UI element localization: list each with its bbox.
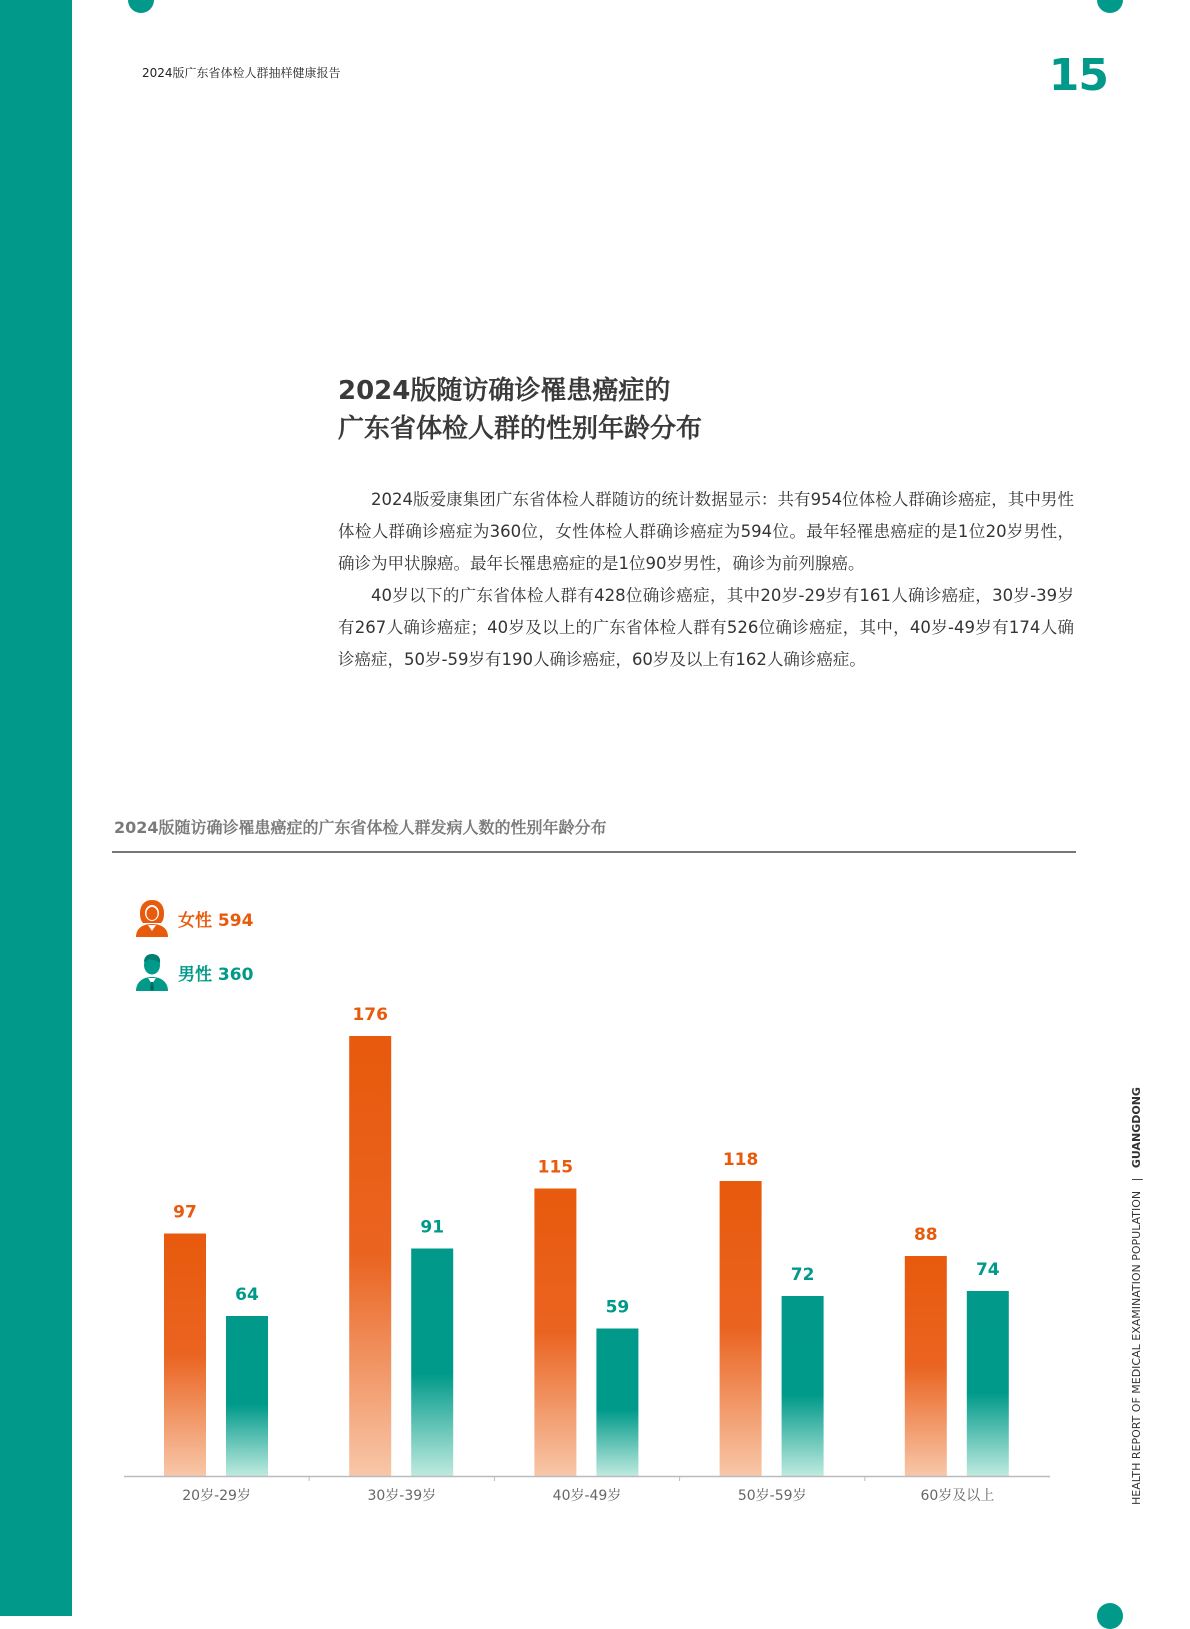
x-tick-label-0: 20岁-29岁 — [182, 1488, 251, 1504]
section-title-line-1: 2024版随访确诊罹患癌症的 — [338, 376, 671, 406]
x-tick-label-2: 40岁-49岁 — [552, 1488, 622, 1504]
side-caption-left: HEALTH REPORT OF MEDICAL EXAMINATION POPULATION — [1130, 1190, 1143, 1505]
data-label-male-4: 74 — [975, 1260, 1000, 1280]
data-label-female-2: 115 — [537, 1157, 574, 1178]
legend-female-label: 女性 594 — [178, 910, 254, 931]
data-label-male-0: 64 — [235, 1285, 259, 1305]
bar-female-4 — [905, 1256, 947, 1476]
data-label-male-3: 72 — [790, 1265, 815, 1285]
bar-male-4 — [967, 1291, 1009, 1476]
data-label-female-1: 176 — [352, 1005, 388, 1025]
bar-male-0 — [226, 1316, 268, 1476]
x-tick-label-3: 50岁-59岁 — [737, 1488, 807, 1504]
data-label-male-1: 91 — [420, 1217, 445, 1238]
data-label-female-3: 118 — [722, 1150, 759, 1170]
section-title-line-2: 广东省体检人群的性别年龄分布 — [338, 414, 703, 444]
side-caption-right: GUANGDONG — [1130, 1087, 1143, 1169]
bar-male-2 — [596, 1329, 638, 1477]
bar-male-3 — [782, 1296, 824, 1476]
legend-male-label: 男性 360 — [178, 964, 254, 985]
x-tick-label-1: 30岁-39岁 — [367, 1488, 437, 1504]
data-label-female-4: 88 — [913, 1225, 938, 1245]
bar-female-0 — [164, 1234, 206, 1477]
paragraph-2: 40岁以下的广东省体检人群有428位确诊癌症，其中20岁-29岁有161人确诊癌症，30岁-39岁有267人确诊癌症；40岁及以上的广东省体检人群有526位确诊癌症，其中，40岁-49岁有174人确诊癌症，50岁-59岁有190人确诊癌症，60岁及以上有162人确诊癌症。 — [338, 586, 1074, 669]
data-label-female-0: 97 — [173, 1202, 197, 1223]
bar-male-1 — [411, 1249, 453, 1477]
side-caption-separator: | — [1130, 1177, 1143, 1182]
bar-female-2 — [534, 1189, 576, 1477]
paragraph-1: 2024版爱康集团广东省体检人群随访的统计数据显示：共有954位体检人群确诊癌症，其中男性体检人群确诊癌症为360位，女性体检人群确诊癌症为594位。最年轻罹患癌症的是1位20岁男性，确诊为甲状腺癌。最年长罹患癌症的是1位90岁男性，确诊为前列腺癌。 — [338, 490, 1074, 573]
document-title: 2024版广东省体检人群抽样健康报告 — [142, 66, 341, 80]
x-tick-label-4: 60岁及以上 — [920, 1488, 995, 1504]
bar-female-1 — [349, 1036, 391, 1476]
page-number: 15 — [1048, 50, 1108, 101]
vertical-side-caption — [1130, 1087, 1143, 1505]
bar-female-3 — [720, 1181, 762, 1476]
data-label-male-2: 59 — [605, 1297, 630, 1318]
chart-title: 2024版随访确诊罹患癌症的广东省体检人群发病人数的性别年龄分布 — [114, 818, 607, 837]
